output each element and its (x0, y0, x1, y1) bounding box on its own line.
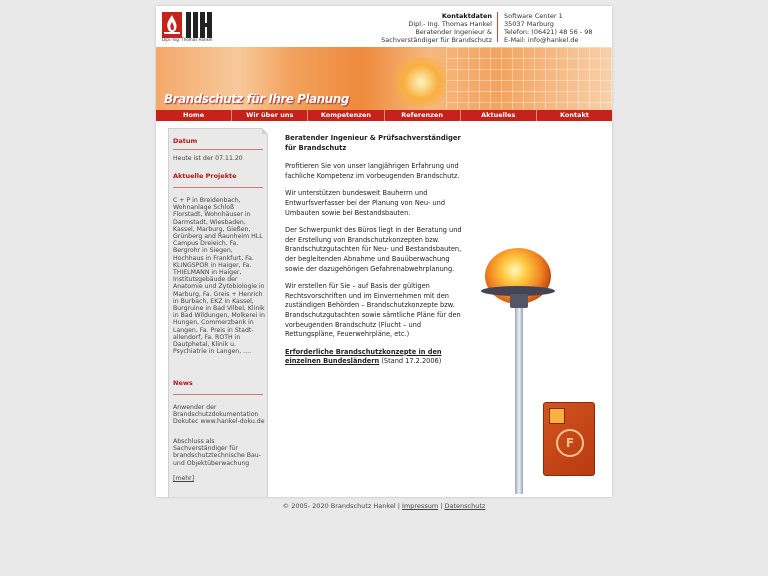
fire-key-box-image (543, 402, 595, 476)
nav-aktuelles[interactable]: Aktuelles (461, 110, 537, 121)
datum-heading: Datum (173, 137, 198, 145)
nav-home[interactable]: Home (156, 110, 232, 121)
nav-kompetenzen[interactable]: Kompetenzen (308, 110, 384, 121)
footer (0, 502, 768, 510)
lamp-base (510, 294, 528, 308)
banner-grid-pattern (446, 47, 612, 110)
banner-title: Brandschutz für Ihre Planung (164, 92, 349, 106)
email-line[interactable]: E-Mail: info@hankel.de (504, 36, 579, 44)
paragraph: Wir unterstützen bundesweit Bauherrn und Entwurfsverfasser bei der Planung von Neu- und Umbauten sowie bei Bestandsbauten. (285, 189, 446, 217)
datenschutz-link[interactable]: Datenschutz (444, 502, 486, 510)
divider (173, 149, 263, 150)
news-item: Abschluss als Sachverständiger für brandschutztechnische Bau- und Objektüberwachung (173, 438, 261, 467)
page-fold-corner (262, 128, 268, 134)
lamp-pole (515, 306, 523, 494)
contact-line: Beratender Ingenieur & (415, 28, 492, 36)
paragraph: Der Schwerpunkt des Büros liegt in der Beratung und der Erstellung von Brandschutzkonzepten bzw. Brandschutzgutachten für Neu- und Bestandsbauten, der begleitenden Abnahme und Bauüberwachung sowie der dazugehörigen Gefahrenabwehrplanung. (285, 226, 462, 273)
main-content (285, 134, 465, 375)
contact-line: Sachverständiger für Brandschutz (381, 36, 492, 44)
projekte-heading: Aktuelle Projekte (173, 172, 237, 180)
box-window (549, 408, 565, 424)
footer-separator: | (438, 502, 445, 510)
nav-wir-ueber-uns[interactable]: Wir über uns (232, 110, 308, 121)
link-date: (Stand 17.2.2006) (379, 357, 442, 366)
fire-brigade-symbol: F (556, 429, 584, 457)
divider (173, 187, 263, 188)
copyright-text: © 2005- 2020 Brandschutz Hankel | (282, 502, 403, 510)
header-divider (497, 12, 498, 42)
contact-block (376, 12, 492, 44)
address-line: 35037 Marburg (504, 20, 554, 28)
page-container (156, 6, 612, 497)
date-text: Heute ist der 07.11.20 (173, 155, 243, 162)
contact-line: Dipl.- Ing. Thomas Hankel (408, 20, 492, 28)
phone-line: Telefon: (06421) 48 56 - 98 (504, 28, 593, 36)
more-link[interactable]: [mehr] (173, 475, 195, 482)
page-title: Beratender Ingenieur & Prüfsachverständiger für Brandschutz (285, 134, 461, 152)
link-paragraph (285, 348, 465, 367)
paragraph: Profitieren Sie von unser langjährigen Erfahrung und fachliche Kompetenz im vorbeugenden Brandschutz. (285, 162, 460, 180)
bundeslaender-link[interactable]: Erforderliche Brandschutzkonzepte in den einzelnen Bundesländern (285, 347, 442, 366)
projects-list: C + P in Breidenbach, Wohnanlage Schloß Florstadt, Wohnhäuser in Darmstadt, Wiesbaden, Kassel, Marburg, Gießen, Grünberg and Raunheim HLL Campus Dreieich, Fa. Bergrohr in Siegen, Hochhaus in Frankfurt, Fa. KLINGSPOR in Haiger, Fa. THIELMANN in Haiger, Institutsgebäude der Anatomie und Zytobiologie in Marburg, Fa. Greis + Henrich in Burbach, EKZ in Kassel, Burgruine in Bad Vilbel, Klinik in Bad Wildungen, Molkerei in Hungen, Commerzbank in Langen, Fa. Preis in Stadt-allendorf, Fa. ROTH in Dautphetal, Klinik u. Psychiatrie in Langen, .... (173, 197, 265, 356)
paragraph: Wir erstellen für Sie – auf Basis der gültigen Rechtsvorschriften und im Einvernehmen mit den zuständigen Behörden – Brandschutzkonzepte bzw. Brandschutzgutachten sowie sämtliche Pläne für den vorbeugenden Brandschutz (Flucht – und Rettungspläne, Feuerwehrpläne, etc.) (285, 282, 461, 339)
impressum-link[interactable]: Impressum (402, 502, 439, 510)
news-item: Anwender der Brandschutzdokumentation Dokutec www.hankel-doku.de (173, 404, 265, 426)
divider (173, 394, 263, 395)
address-block (504, 12, 592, 44)
header-banner (156, 47, 612, 110)
nav-kontakt[interactable]: Kontakt (559, 111, 589, 119)
sidebar (168, 128, 268, 497)
contact-title: Kontaktdaten (441, 12, 492, 20)
logo-subtitle: Dipl.-Ing. Thomas Hankel (162, 37, 213, 42)
main-navigation (156, 110, 612, 121)
nav-referenzen[interactable]: Referenzen (385, 110, 461, 121)
news-heading: News (173, 379, 193, 387)
header (156, 6, 612, 47)
address-line: Software Center 1 (504, 12, 563, 20)
